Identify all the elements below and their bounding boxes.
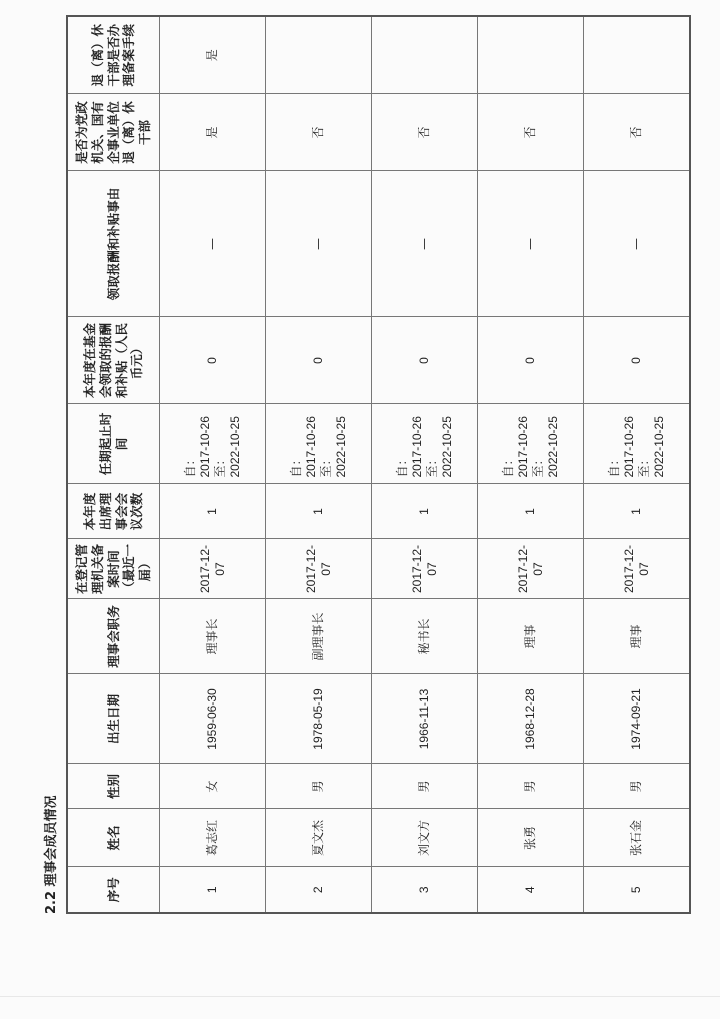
page-bottom-line: [0, 996, 720, 997]
header-pay-reason: 领取报酬和补贴事由: [67, 171, 160, 317]
cell-retire-filed: [372, 16, 478, 94]
cell-filed-date: 2017-12-07: [160, 539, 266, 599]
term-to: 2022-10-25: [439, 416, 454, 478]
term-to-label: 至：: [424, 453, 439, 478]
cell-filed-date: 2017-12-07: [266, 539, 372, 599]
header-pay: 本年度在基金会领取的报酬和补贴（人民币元）: [67, 317, 160, 404]
header-term: 任期起止时间: [67, 404, 160, 484]
cell-birth: 1974-09-21: [584, 674, 691, 764]
cell-retire-filed: 是: [160, 16, 266, 94]
header-filed-date: 在登记管理机关备案时间（最近一届）: [67, 539, 160, 599]
cell-meetings: 1: [372, 484, 478, 539]
header-row: [67, 16, 160, 913]
cell-meetings: 1: [160, 484, 266, 539]
header-retired-cadre: 是否为党政机关、国有企事业单位退（离）休干部: [67, 94, 160, 171]
term-to-label: 至：: [636, 453, 651, 478]
cell-pay: 0: [160, 317, 266, 404]
term-to-label: 至：: [530, 453, 545, 478]
cell-role: 秘书长: [372, 599, 478, 674]
cell-filed-date: 2017-12-07: [478, 539, 584, 599]
section-title: 2.2 理事会成员情况: [44, 795, 59, 914]
cell-gender: 男: [584, 764, 691, 809]
cell-term: [266, 404, 372, 484]
cell-role: 副理事长: [266, 599, 372, 674]
term-to: 2022-10-25: [545, 416, 560, 478]
cell-no: 3: [372, 867, 478, 913]
cell-filed-date: 2017-12-07: [372, 539, 478, 599]
cell-name: 张石金: [584, 809, 691, 867]
header-gender: 性别: [67, 764, 160, 809]
cell-retire-filed: [478, 16, 584, 94]
term-from: 2017-10-26: [303, 416, 318, 478]
cell-pay-reason: —: [160, 171, 266, 317]
cell-name: 刘文方: [372, 809, 478, 867]
cell-no: 4: [478, 867, 584, 913]
term-from: 2017-10-26: [621, 416, 636, 478]
header-no: 序号: [67, 867, 160, 913]
rotated-page-content: [44, 17, 676, 914]
cell-pay-reason: —: [478, 171, 584, 317]
cell-term: [478, 404, 584, 484]
cell-retired-cadre: 否: [584, 94, 691, 171]
term-to-label: 至：: [318, 453, 333, 478]
term-from-label: 自：: [500, 453, 515, 478]
cell-role: 理事长: [160, 599, 266, 674]
cell-retire-filed: [266, 16, 372, 94]
cell-no: 2: [266, 867, 372, 913]
cell-retired-cadre: 否: [266, 94, 372, 171]
cell-retire-filed: [584, 16, 691, 94]
board-members-table: [66, 15, 691, 914]
header-role: 理事会职务: [67, 599, 160, 674]
cell-pay: 0: [266, 317, 372, 404]
cell-role: 理事: [478, 599, 584, 674]
cell-birth: 1968-12-28: [478, 674, 584, 764]
header-name: 姓名: [67, 809, 160, 867]
term-from-label: 自：: [394, 453, 409, 478]
cell-pay-reason: —: [372, 171, 478, 317]
cell-filed-date: 2017-12-07: [584, 539, 691, 599]
cell-pay: 0: [372, 317, 478, 404]
header-meetings: 本年度出席理事会会议次数: [67, 484, 160, 539]
cell-term: [372, 404, 478, 484]
term-to: 2022-10-25: [227, 416, 242, 478]
header-birth: 出生日期: [67, 674, 160, 764]
term-from-label: 自：: [182, 453, 197, 478]
table-row: [160, 16, 266, 913]
cell-meetings: 1: [584, 484, 691, 539]
cell-birth: 1959-06-30: [160, 674, 266, 764]
table-row: [478, 16, 584, 913]
cell-gender: 女: [160, 764, 266, 809]
cell-birth: 1978-05-19: [266, 674, 372, 764]
table-row: [266, 16, 372, 913]
cell-birth: 1966-11-13: [372, 674, 478, 764]
cell-gender: 男: [372, 764, 478, 809]
term-from: 2017-10-26: [197, 416, 212, 478]
header-retire-filed: 退（离）休干部是否办理备案手续: [67, 16, 160, 94]
cell-pay-reason: —: [584, 171, 691, 317]
cell-pay-reason: —: [266, 171, 372, 317]
cell-meetings: 1: [266, 484, 372, 539]
term-to: 2022-10-25: [651, 416, 666, 478]
cell-name: 葛志红: [160, 809, 266, 867]
term-from: 2017-10-26: [515, 416, 530, 478]
term-from-label: 自：: [606, 453, 621, 478]
cell-no: 1: [160, 867, 266, 913]
cell-retired-cadre: 否: [372, 94, 478, 171]
cell-retired-cadre: 否: [478, 94, 584, 171]
cell-role: 理事: [584, 599, 691, 674]
term-from-label: 自：: [288, 453, 303, 478]
table-row: [584, 16, 691, 913]
cell-gender: 男: [478, 764, 584, 809]
cell-term: [160, 404, 266, 484]
cell-meetings: 1: [478, 484, 584, 539]
cell-retired-cadre: 是: [160, 94, 266, 171]
cell-gender: 男: [266, 764, 372, 809]
cell-name: 张勇: [478, 809, 584, 867]
term-from: 2017-10-26: [409, 416, 424, 478]
term-to-label: 至：: [212, 453, 227, 478]
cell-pay: 0: [584, 317, 691, 404]
term-to: 2022-10-25: [333, 416, 348, 478]
cell-name: 夏文杰: [266, 809, 372, 867]
cell-pay: 0: [478, 317, 584, 404]
table-row: [372, 16, 478, 913]
cell-no: 5: [584, 867, 691, 913]
cell-term: [584, 404, 691, 484]
